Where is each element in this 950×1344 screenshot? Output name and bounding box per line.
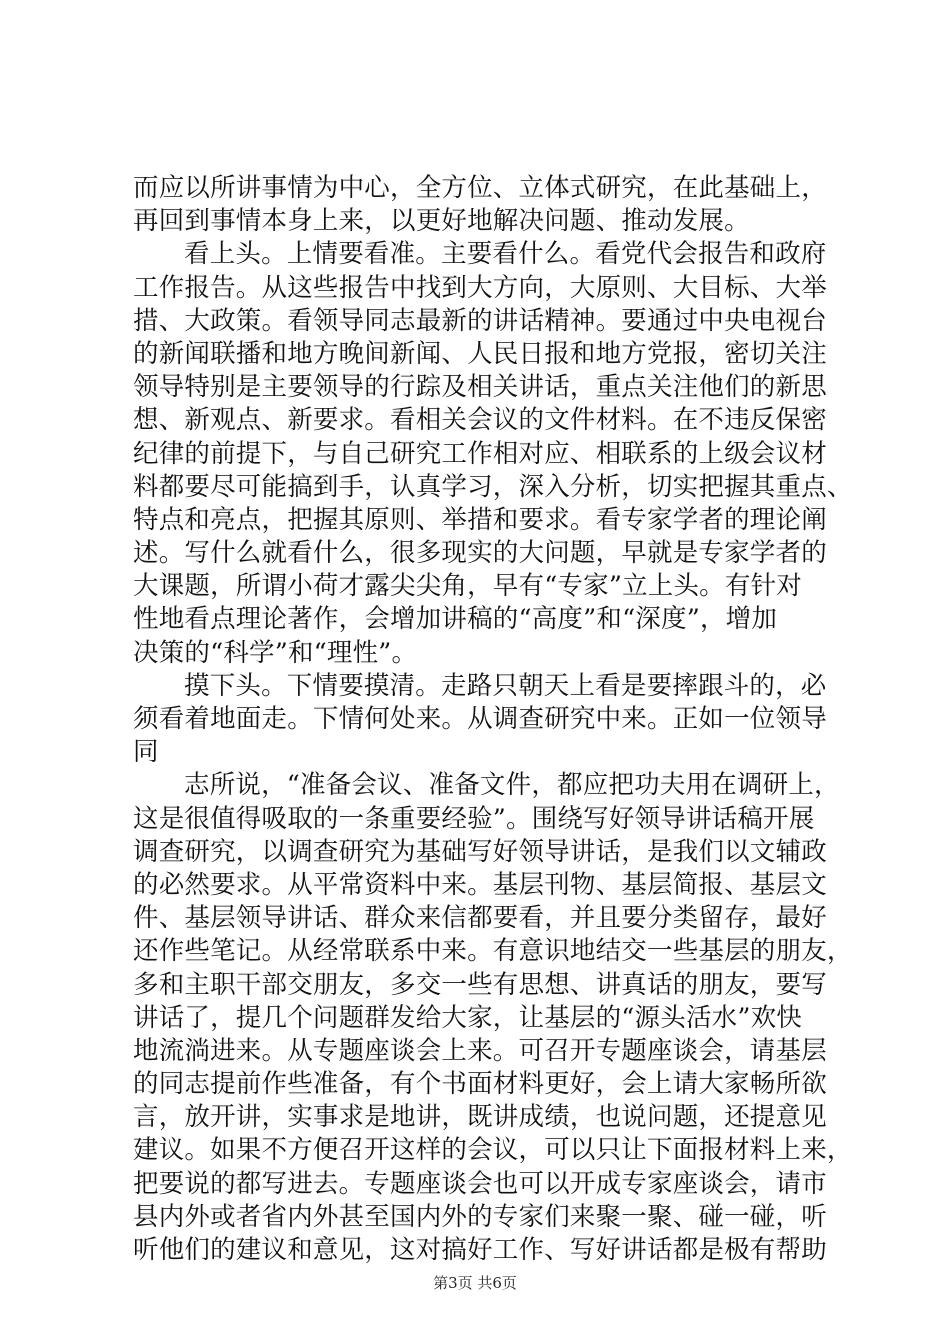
text-line: 特点和亮点，把握其原则、举措和要求。看专家学者的理论阐 (133, 504, 827, 535)
text-line: 讲话了，提几个问题群发给大家，让基层的“源头活水”欢快 (133, 1002, 802, 1033)
text-line: 把要说的都写进去。专题座谈会也可以开成专家座谈会，请市 (133, 1168, 827, 1199)
text-line: 措、大政策。看领导同志最新的讲话精神。要通过中央电视台 (133, 305, 827, 336)
text-line: 领导特别是主要领导的行踪及相关讲话，重点关注他们的新思 (133, 372, 827, 403)
text-line: 志所说，“准备会议、准备文件，都应把功夫用在调研上， (184, 770, 840, 801)
text-line: 还作些笔记。从经常联系中来。有意识地结交一些基层的朋友， (133, 936, 853, 967)
text-line: 多和主职干部交朋友，多交一些有思想、讲真话的朋友，要写 (133, 969, 827, 1000)
text-line: 须看着地面走。下情何处来。从调查研究中来。正如一位领导 (133, 704, 827, 734)
text-line: 地流淌进来。从专题座谈会上来。可召开专题座谈会，请基层 (133, 1035, 827, 1066)
text-line: 料都要尽可能搞到手，认真学习，深入分析，切实把握其重点、 (133, 471, 853, 502)
text-line: 大课题，所谓小荷才露尖尖角，早有“专家”立上头。有针对 (133, 571, 802, 602)
text-line: 而应以所讲事情为中心，全方位、立体式研究，在此基础上， (133, 173, 827, 203)
text-line: 的必然要求。从平常资料中来。基层刊物、基层简报、基层文 (133, 869, 827, 900)
text-line: 同 (133, 737, 159, 768)
text-line: 工作报告。从这些报告中找到大方向，大原则、大目标、大举 (133, 272, 827, 303)
text-line: 的新闻联播和地方晚间新闻、人民日报和地方党报，密切关注 (133, 338, 827, 369)
document-body (133, 172, 853, 1267)
text-line: 述。写什么就看什么，很多现实的大问题，早就是专家学者的 (133, 538, 827, 569)
text-line: 看上头。上情要看准。主要看什么。看党代会报告和政府 (184, 239, 827, 270)
text-line: 性地看点理论著作，会增加讲稿的“高度”和“深度”，增加 (133, 604, 778, 635)
text-line: 件、基层领导讲话、群众来信都要看，并且要分类留存，最好 (133, 903, 827, 934)
text-line: 听他们的建议和意见，这对搞好工作、写好讲话都是极有帮助 (133, 1235, 827, 1265)
text-line: 纪律的前提下，与自己研究工作相对应、相联系的上级会议材 (133, 438, 827, 469)
page-footer: 第3页 共6页 (433, 1274, 517, 1292)
text-line: 言，放开讲，实事求是地讲，既讲成绩，也说问题，还提意见 (133, 1102, 827, 1133)
text-line: 建议。如果不方便召开这样的会议，可以只让下面报材料上来， (133, 1135, 853, 1166)
text-line: 摸下头。下情要摸清。走路只朝天上看是要摔跟斗的，必 (184, 670, 827, 701)
text-line: 的同志提前作些准备，有个书面材料更好，会上请大家畅所欲 (133, 1069, 827, 1100)
text-line: 县内外或者省内外甚至国内外的专家们来聚一聚、碰一碰，听 (133, 1201, 827, 1232)
text-line: 这是很值得吸取的一条重要经验”。围绕写好领导讲话稿开展 (133, 803, 815, 834)
text-line: 决策的“科学”和“理性”。 (133, 637, 418, 668)
text-line: 再回到事情本身上来，以更好地解决问题、推动发展。 (133, 206, 750, 237)
text-line: 调查研究，以调查研究为基础写好领导讲话，是我们以文辅政 (133, 836, 827, 867)
text-line: 想、新观点、新要求。看相关会议的文件材料。在不违反保密 (133, 405, 827, 436)
